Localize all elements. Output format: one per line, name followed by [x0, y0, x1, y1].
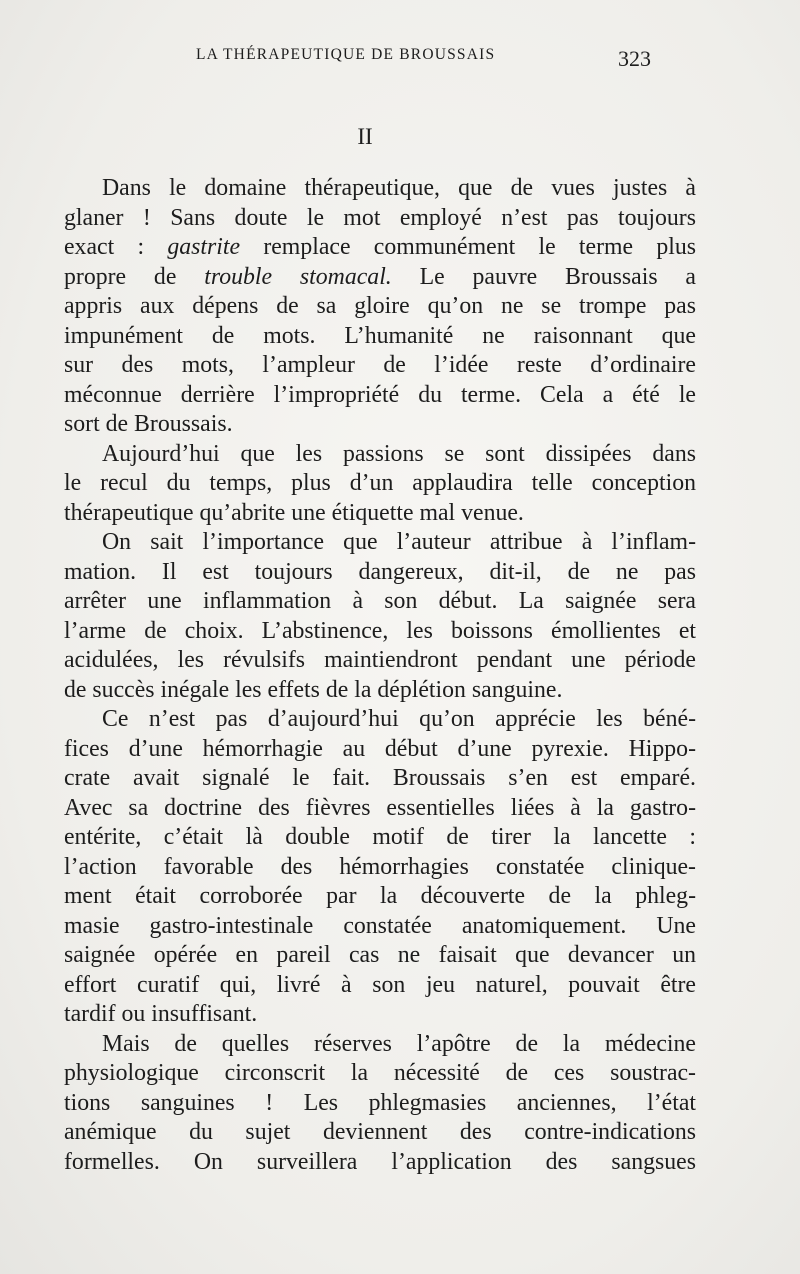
text-line: thérapeutique qu’abrite une étiquette mal venue.	[64, 499, 524, 526]
text-line: crate avait signalé le fait. Broussais s’en est emparé.	[64, 765, 696, 791]
page-number: 323	[618, 46, 651, 71]
text-line: ment était corroborée par la découverte de la phleg-	[64, 883, 696, 909]
text-line: acidulées, les révulsifs maintiendront pendant une période	[64, 647, 696, 673]
text-line: Dans le domaine thérapeutique, que de vues justes à	[102, 175, 696, 201]
text-line: sur des mots, l’ampleur de l’idée reste d’ordinaire	[64, 352, 696, 378]
text-line: On sait l’importance que l’auteur attribue à l’inflam-	[102, 529, 696, 555]
running-head	[0, 44, 800, 74]
text-line: Avec sa doctrine des fièvres essentielles liées à la gastro-	[64, 794, 696, 821]
text-line: Aujourd’hui que les passions se sont dissipées dans	[102, 440, 696, 467]
text-line: méconnue derrière l’impropriété du terme. Cela a été le	[64, 381, 696, 408]
text-line: physiologique circonscrit la nécessité de ces soustrac-	[64, 1060, 696, 1086]
body-text	[64, 174, 696, 1177]
text-line	[64, 233, 696, 263]
italic-term: trouble stomacal.	[204, 263, 392, 290]
paragraph-4	[64, 705, 696, 1030]
text-line: tardif ou insuffisant.	[64, 1001, 258, 1027]
text-line: appris aux dépens de sa gloire qu’on ne se trompe pas	[64, 293, 696, 319]
text-line: tions sanguines ! Les phlegmasies anciennes, l’état	[64, 1089, 696, 1116]
text-line: le recul du temps, plus d’un applaudira telle conception	[64, 470, 696, 496]
text-line: l’arme de choix. L’abstinence, les boissons émollientes et	[64, 617, 696, 644]
text-line: entérite, c’était là double motif de tirer la lancette :	[64, 824, 696, 850]
text-line: Mais de quelles réserves l’apôtre de la médecine	[102, 1030, 696, 1057]
text-line: fices d’une hémorrhagie au début d’une pyrexie. Hippo-	[64, 735, 696, 762]
text-run: exact :	[64, 234, 168, 260]
text-line	[64, 263, 696, 293]
text-line: masie gastro-intestinale constatée anatomiquement. Une	[64, 912, 696, 939]
text-run: remplace communément le terme plus	[240, 234, 696, 260]
text-line: mation. Il est toujours dangereux, dit-il, de ne pas	[64, 558, 696, 585]
running-title: LA THÉRAPEUTIQUE DE BROUSSAIS	[196, 46, 496, 63]
text-line: effort curatif qui, livré à son jeu naturel, pouvait être	[64, 971, 696, 998]
text-line: glaner ! Sans doute le mot employé n’est pas toujours	[64, 204, 696, 231]
text-line: formelles. On surveillera l’application des sangsues	[64, 1148, 696, 1175]
text-line: l’action favorable des hémorrhagies constatée clinique-	[64, 853, 696, 880]
text-line: saignée opérée en pareil cas ne faisait que devancer un	[64, 942, 696, 968]
text-line: sort de Broussais.	[64, 411, 233, 437]
text-line: anémique du sujet deviennent des contre-indications	[64, 1119, 696, 1145]
text-line: arrêter une inflammation à son début. La saignée sera	[64, 588, 696, 614]
text-line: impunément de mots. L’humanité ne raisonnant que	[64, 322, 696, 349]
paragraph-5	[64, 1030, 696, 1178]
text-run: propre de	[64, 263, 205, 290]
text-run: Le pauvre Broussais a	[391, 263, 696, 290]
text-line: de succès inégale les effets de la déplétion sanguine.	[64, 676, 563, 703]
paragraph-3	[64, 528, 696, 705]
italic-term: gastrite	[167, 234, 241, 260]
text-line: Ce n’est pas d’aujourd’hui qu’on apprécie les béné-	[102, 706, 696, 732]
section-number: II	[357, 124, 373, 149]
paragraph-2	[64, 440, 696, 529]
paragraph-1	[64, 174, 696, 440]
